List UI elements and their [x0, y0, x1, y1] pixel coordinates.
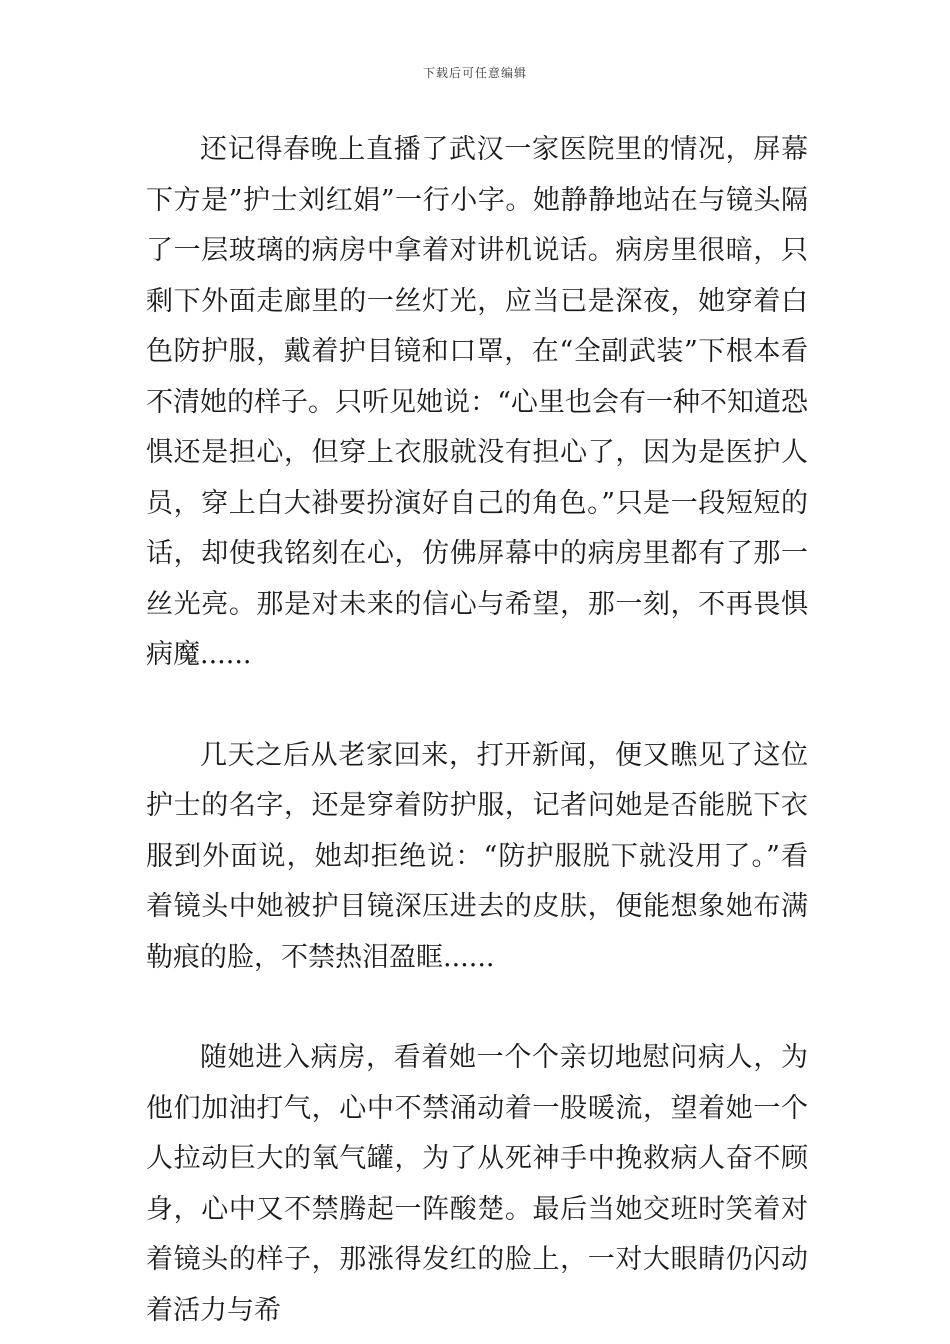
paragraph-3: 随她进入病房，看着她一个个亲切地慰问病人，为他们加油打气，心中不禁涌动着一股暖流，望着她一个人拉动巨大的氧气罐，为了从死神手中挽救病人奋不顾身，心中又不禁腾起一阵酸楚。最后当她交班时笑着对着镜头的样子，那涨得发红的脸上，一对大眼睛仍闪动着活力与希: [146, 1042, 808, 1326]
paragraph-2: 几天之后从老家回来，打开新闻，便又瞧见了这位护士的名字，还是穿着防护服，记者问她是否能脱下衣服到外面说，她却拒绝说：“防护服脱下就没用了。”看着镜头中她被护目镜深压进去的皮肤，便能想象她布满勒痕的脸，不禁热泪盈眶......: [146, 739, 808, 973]
paragraph-1: 还记得春晚上直播了武汉一家医院里的情况，屏幕下方是”护士刘红娟”一行小字。她静静地站在与镜头隔了一层玻璃的病房中拿着对讲机说话。病房里很暗，只剩下外面走廊里的一丝灯光，应当已是深夜，她穿着白色防护服，戴着护目镜和口罩，在“全副武装”下根本看不清她的样子。只听见她说：“心里也会有一种不知道恐惧还是担心，但穿上衣服就没有担心了，因为是医护人员，穿上白大褂要扮演好自己的角色。”只是一段短短的话，却使我铭刻在心，仿佛屏幕中的病房里都有了那一丝光亮。那是对未来的信心与希望，那一刻，不再畏惧病魔......: [146, 134, 808, 670]
document-body: [146, 125, 808, 1336]
page-header-note: 下载后可任意编辑: [422, 66, 527, 80]
